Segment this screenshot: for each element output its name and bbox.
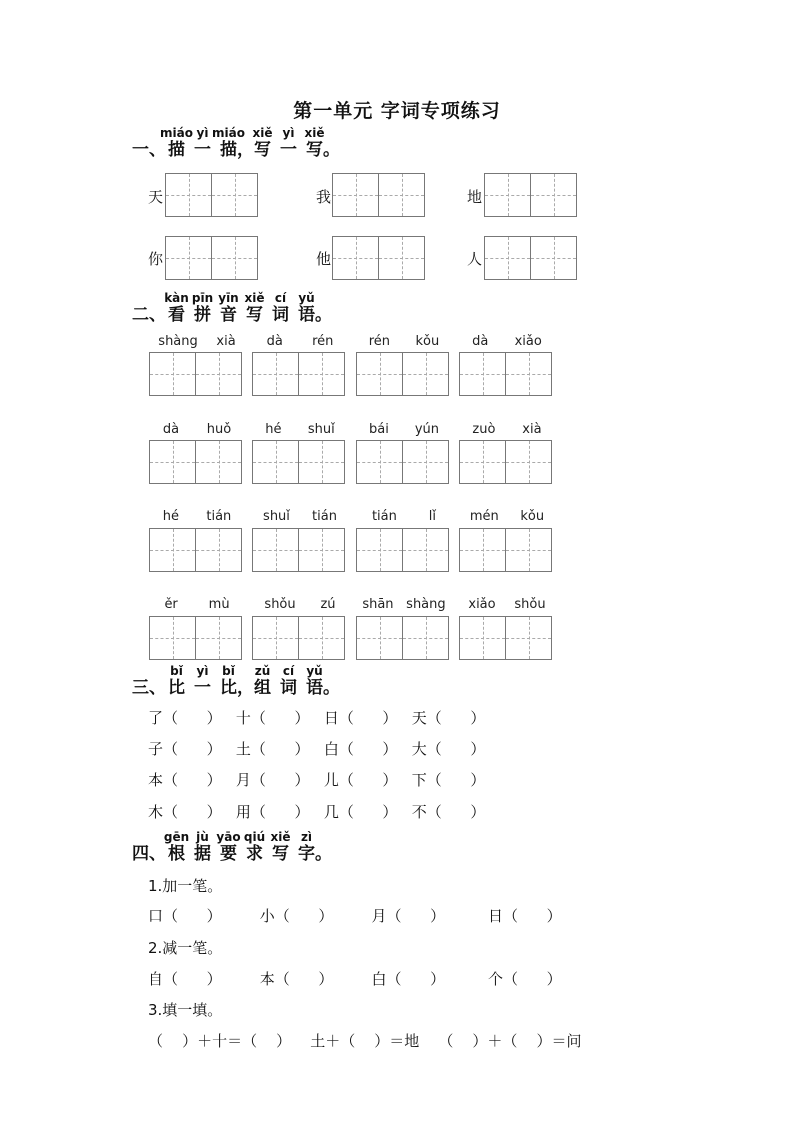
section-4-heading [132,830,332,864]
trace-char: 天 [148,188,164,206]
writing-grid[interactable] [332,236,425,280]
compare-line[interactable]: 了（ ） 十（ ） 日（ ） 天（ ） [148,709,486,727]
heading-char: xiě 写 [244,291,265,325]
compare-line[interactable]: 本（ ） 月（ ） 儿（ ） 下（ ） [148,771,486,789]
pinyin-label: mén kǒu [469,509,545,524]
heading-char: cí 词 [272,291,289,325]
heading-char: zǔ 组 [254,664,271,698]
pinyin-label: tián lǐ [371,509,437,524]
writing-grid[interactable] [459,528,552,572]
pinyin-label: xiǎo shǒu [468,597,546,612]
pinyin-label: hé shuǐ [265,422,335,437]
writing-grid[interactable] [484,173,577,217]
writing-grid[interactable] [356,616,449,660]
heading-char: zì 字 [298,830,315,864]
writing-grid[interactable] [252,440,345,484]
heading-char: yì 一 [194,664,211,698]
pinyin-label: rén kǒu [368,334,440,349]
writing-grid[interactable] [165,236,258,280]
heading-char: yǔ 语 [298,291,315,325]
exercise-line[interactable]: 口（ ） 小（ ） 月（ ） 日（ ） [148,907,562,925]
sub-label: 1.加一笔。 [148,877,223,895]
heading-char: yì 一 [194,126,211,160]
heading-char: 。 [315,305,332,325]
exercise-line[interactable]: 自（ ） 本（ ） 白（ ） 个（ ） [148,970,562,988]
trace-char: 我 [316,188,332,206]
heading-char: yāo 要 [216,830,241,864]
section-number: 二、 [132,305,166,325]
trace-char: 你 [148,250,164,268]
writing-grid[interactable] [165,173,258,217]
pinyin-label: dà xiǎo [472,334,542,349]
writing-grid[interactable] [252,616,345,660]
writing-grid[interactable] [332,173,425,217]
pinyin-label: bái yún [368,422,439,437]
pinyin-label: shǒu zú [264,597,336,612]
writing-grid[interactable] [459,616,552,660]
pinyin-label: dà huǒ [162,422,232,437]
writing-grid[interactable] [149,440,242,484]
pinyin-label: hé tián [162,509,232,524]
heading-char: xiě 写 [270,830,291,864]
heading-char: kàn 看 [164,291,189,325]
compare-line[interactable]: 木（ ） 用（ ） 几（ ） 不（ ） [148,803,486,821]
trace-char: 人 [467,250,483,268]
heading-char: 。 [323,140,340,160]
writing-grid[interactable] [459,440,552,484]
heading-char: miáo 描 [160,126,193,160]
writing-grid[interactable] [459,352,552,396]
heading-char: pīn 拼 [191,291,214,325]
exercise-line[interactable]: （ ）＋十＝（ ） 土＋（ ）＝地 （ ）＋（ ）＝问 [148,1032,582,1050]
section-2-heading [132,291,332,325]
heading-char: 。 [323,678,340,698]
heading-char: miáo 描 [212,126,245,160]
heading-char: ， [237,678,254,698]
heading-char: ， [237,140,254,160]
section-number: 一、 [132,140,166,160]
pinyin-label: zuò xià [472,422,542,437]
trace-char: 他 [316,250,332,268]
writing-grid[interactable] [149,528,242,572]
compare-line[interactable]: 子（ ） 土（ ） 白（ ） 大（ ） [148,740,486,758]
heading-char: yīn 音 [218,291,239,325]
writing-grid[interactable] [252,352,345,396]
page-title: 第一单元 字词专项练习 [293,100,501,122]
pinyin-label: shàng xià [158,334,236,349]
heading-char: qiú 求 [243,830,266,864]
heading-char: xiě 写 [252,126,273,160]
heading-char: 。 [315,844,332,864]
section-3-heading [132,664,340,698]
section-number: 三、 [132,678,166,698]
sub-label: 2.减一笔。 [148,939,223,957]
writing-grid[interactable] [149,352,242,396]
sub-label: 3.填一填。 [148,1001,223,1019]
heading-char: cí 词 [280,664,297,698]
pinyin-label: shān shàng [362,597,446,612]
writing-grid[interactable] [356,528,449,572]
section-number: 四、 [132,844,166,864]
heading-char: xiě 写 [304,126,325,160]
writing-grid[interactable] [149,616,242,660]
writing-grid[interactable] [356,352,449,396]
pinyin-label: ěr mù [164,597,230,612]
heading-char: yǔ 语 [306,664,323,698]
writing-grid[interactable] [356,440,449,484]
writing-grid[interactable] [252,528,345,572]
pinyin-label: shuǐ tián [263,509,337,524]
writing-grid[interactable] [484,236,577,280]
heading-char: bǐ 比 [168,664,185,698]
heading-char: jù 据 [194,830,211,864]
heading-char: gēn 根 [163,830,190,864]
section-1-heading [132,126,340,160]
heading-char: yì 一 [280,126,297,160]
pinyin-label: dà rén [266,334,334,349]
trace-char: 地 [467,188,483,206]
heading-char: bǐ 比 [220,664,237,698]
